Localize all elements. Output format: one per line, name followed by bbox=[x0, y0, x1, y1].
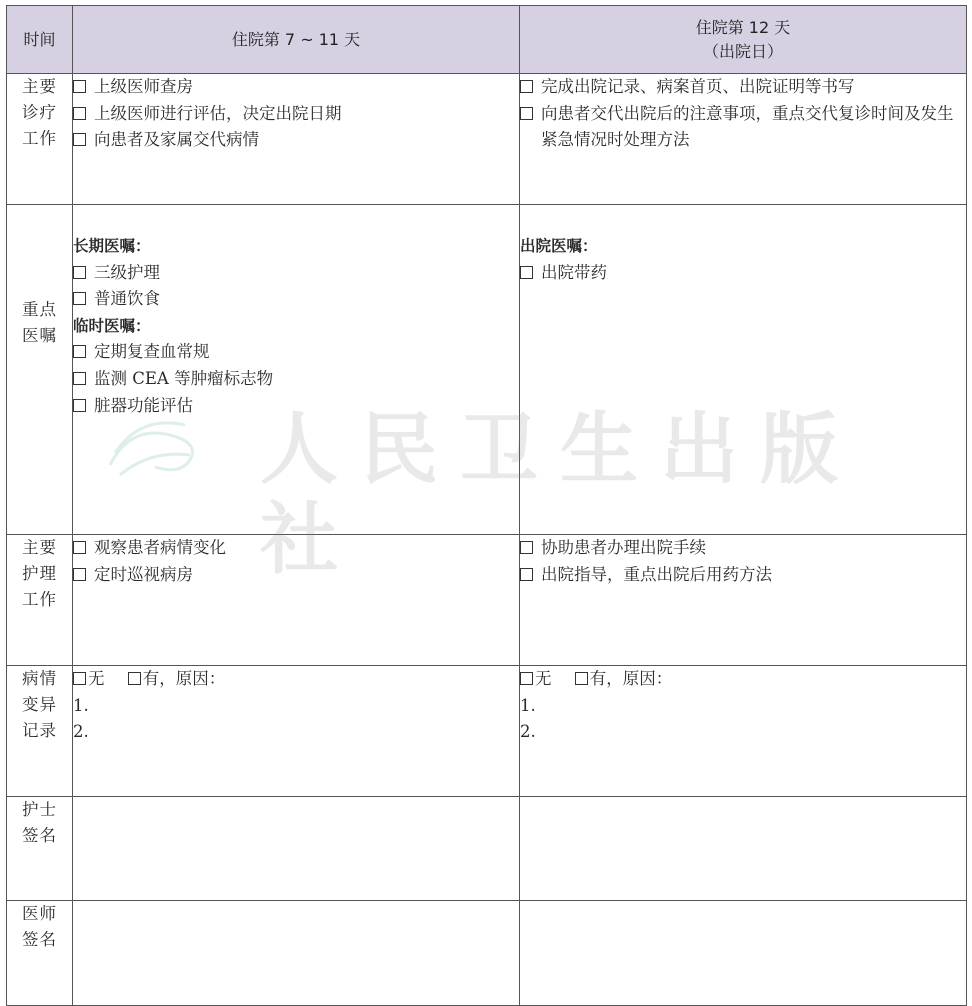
label-line: 病情 bbox=[22, 669, 57, 688]
checklist-item[interactable] bbox=[73, 101, 519, 128]
row-label bbox=[7, 74, 73, 205]
checklist-text: 出院指导，重点出院后用药方法 bbox=[541, 564, 772, 584]
label-line: 医师 bbox=[22, 904, 57, 923]
nurse-signature-field-day-7-11[interactable] bbox=[73, 797, 520, 901]
row-label bbox=[7, 901, 73, 1006]
checkbox-icon[interactable] bbox=[73, 672, 86, 685]
checklist-text: 三级护理 bbox=[94, 262, 160, 282]
cell-day-7-11 bbox=[73, 74, 520, 205]
label-line: 主要 bbox=[22, 77, 57, 96]
checklist-item[interactable] bbox=[520, 535, 966, 562]
cell-day-12 bbox=[520, 74, 967, 205]
label-line: 变异 bbox=[22, 695, 57, 714]
checkbox-icon[interactable] bbox=[520, 80, 533, 93]
checklist-item[interactable] bbox=[73, 286, 519, 313]
option-text: 无 bbox=[88, 669, 105, 688]
header-discharge-label: （出院日） bbox=[702, 41, 783, 61]
checkbox-icon[interactable] bbox=[73, 541, 86, 554]
checklist-text: 上级医师进行评估，决定出院日期 bbox=[94, 103, 342, 123]
label-line: 重点 bbox=[22, 300, 57, 319]
option-text: 有，原因： bbox=[589, 669, 673, 688]
checklist-text: 监测 CEA 等肿瘤标志物 bbox=[94, 368, 274, 388]
header-time-label: 时间 bbox=[23, 29, 56, 49]
row-label bbox=[7, 666, 73, 797]
cell-day-12 bbox=[520, 666, 967, 797]
label-line: 医嘱 bbox=[22, 326, 57, 345]
checklist-text: 完成出院记录、病案首页、出院证明等书写 bbox=[541, 77, 855, 96]
checklist-text: 定期复查血常规 bbox=[94, 342, 210, 362]
variance-has-option[interactable] bbox=[575, 669, 673, 688]
row-nurse-signature bbox=[7, 797, 967, 901]
header-day-7-11 bbox=[73, 6, 520, 74]
checklist-text: 协助患者办理出院手续 bbox=[541, 538, 706, 557]
row-key-orders bbox=[7, 205, 967, 535]
cell-day-7-11 bbox=[73, 666, 520, 797]
variance-line-1[interactable]: 1. bbox=[520, 695, 536, 715]
checkbox-icon[interactable] bbox=[128, 672, 141, 685]
checkbox-icon[interactable] bbox=[73, 345, 86, 358]
checkbox-icon[interactable] bbox=[575, 672, 588, 685]
checkbox-icon[interactable] bbox=[520, 541, 533, 554]
checklist-item[interactable] bbox=[520, 101, 966, 154]
watermark-text: 人民卫生出版社 bbox=[260, 404, 861, 585]
checklist-text: 普通饮食 bbox=[94, 289, 160, 309]
checklist-text: 脏器功能评估 bbox=[94, 395, 193, 415]
variance-line-2[interactable]: 2. bbox=[520, 722, 536, 742]
label-line: 签名 bbox=[22, 826, 57, 845]
checklist-item[interactable] bbox=[73, 535, 519, 562]
checklist-text: 观察患者病情变化 bbox=[94, 538, 226, 557]
row-label bbox=[7, 535, 73, 666]
checklist-text: 向患者交代出院后的注意事项，重点交代复诊时间及发生紧急情况时处理方法 bbox=[541, 103, 954, 150]
cell-day-12 bbox=[520, 535, 967, 666]
checkbox-icon[interactable] bbox=[73, 372, 86, 385]
checklist-item[interactable] bbox=[520, 74, 966, 101]
header-day-7-11-label: 住院第 7 ~ 11 天 bbox=[231, 29, 361, 49]
variance-options bbox=[520, 666, 966, 693]
checkbox-icon[interactable] bbox=[520, 568, 533, 581]
checklist-item[interactable] bbox=[73, 339, 519, 366]
row-variance-record bbox=[7, 666, 967, 797]
header-row bbox=[7, 6, 967, 74]
cell-day-7-11 bbox=[73, 535, 520, 666]
checkbox-icon[interactable] bbox=[73, 133, 86, 146]
doctor-signature-field-day-12[interactable] bbox=[520, 901, 967, 1006]
row-doctor-signature bbox=[7, 901, 967, 1006]
variance-none-option[interactable] bbox=[73, 669, 105, 688]
option-text: 无 bbox=[535, 669, 552, 688]
label-line: 主要 bbox=[22, 538, 57, 557]
nurse-signature-field-day-12[interactable] bbox=[520, 797, 967, 901]
label-line: 记录 bbox=[22, 721, 57, 740]
checkbox-icon[interactable] bbox=[73, 292, 86, 305]
checkbox-icon[interactable] bbox=[73, 399, 86, 412]
checkbox-icon[interactable] bbox=[520, 266, 533, 279]
variance-line-2[interactable]: 2. bbox=[73, 722, 89, 742]
discharge-orders-title: 出院医嘱： bbox=[520, 237, 598, 255]
cell-day-12 bbox=[520, 205, 967, 535]
row-label bbox=[7, 205, 73, 535]
checkbox-icon[interactable] bbox=[73, 568, 86, 581]
variance-line-1[interactable]: 1. bbox=[73, 695, 89, 715]
variance-options bbox=[73, 666, 519, 693]
checklist-item[interactable] bbox=[73, 562, 519, 589]
checklist-item[interactable] bbox=[73, 127, 519, 154]
checklist-text: 向患者及家属交代病情 bbox=[94, 130, 259, 150]
long-term-orders-title: 长期医嘱： bbox=[73, 237, 151, 255]
checkbox-icon[interactable] bbox=[520, 107, 533, 120]
checkbox-icon[interactable] bbox=[520, 672, 533, 685]
variance-has-option[interactable] bbox=[128, 669, 226, 688]
option-text: 有，原因： bbox=[142, 669, 226, 688]
checklist-item[interactable] bbox=[520, 562, 966, 589]
row-main-treatment bbox=[7, 74, 967, 205]
checklist-item[interactable] bbox=[73, 74, 519, 101]
label-line: 护理 bbox=[22, 564, 57, 583]
checkbox-icon[interactable] bbox=[73, 107, 86, 120]
label-line: 工作 bbox=[22, 590, 57, 609]
checklist-text: 定时巡视病房 bbox=[94, 564, 193, 584]
variance-none-option[interactable] bbox=[520, 669, 552, 688]
header-day-12-label: 住院第 12 天 bbox=[695, 17, 791, 37]
cell-day-7-11 bbox=[73, 205, 520, 535]
doctor-signature-field-day-7-11[interactable] bbox=[73, 901, 520, 1006]
checklist-text: 出院带药 bbox=[541, 262, 607, 282]
header-day-12 bbox=[520, 6, 967, 74]
checkbox-icon[interactable] bbox=[73, 80, 86, 93]
label-line: 护士 bbox=[22, 800, 57, 819]
header-time bbox=[7, 6, 73, 74]
row-label bbox=[7, 797, 73, 901]
clinical-pathway-table bbox=[6, 5, 967, 1006]
label-line: 诊疗 bbox=[22, 103, 57, 122]
checklist-item[interactable] bbox=[73, 366, 519, 393]
checkbox-icon[interactable] bbox=[73, 266, 86, 279]
row-main-nursing bbox=[7, 535, 967, 666]
checklist-text: 上级医师查房 bbox=[94, 77, 193, 96]
temporary-orders-title: 临时医嘱： bbox=[73, 316, 151, 335]
checklist-item[interactable] bbox=[73, 393, 519, 420]
label-line: 签名 bbox=[22, 930, 57, 949]
checklist-item[interactable] bbox=[73, 260, 519, 287]
label-line: 工作 bbox=[22, 129, 57, 148]
checklist-item[interactable] bbox=[520, 260, 966, 287]
